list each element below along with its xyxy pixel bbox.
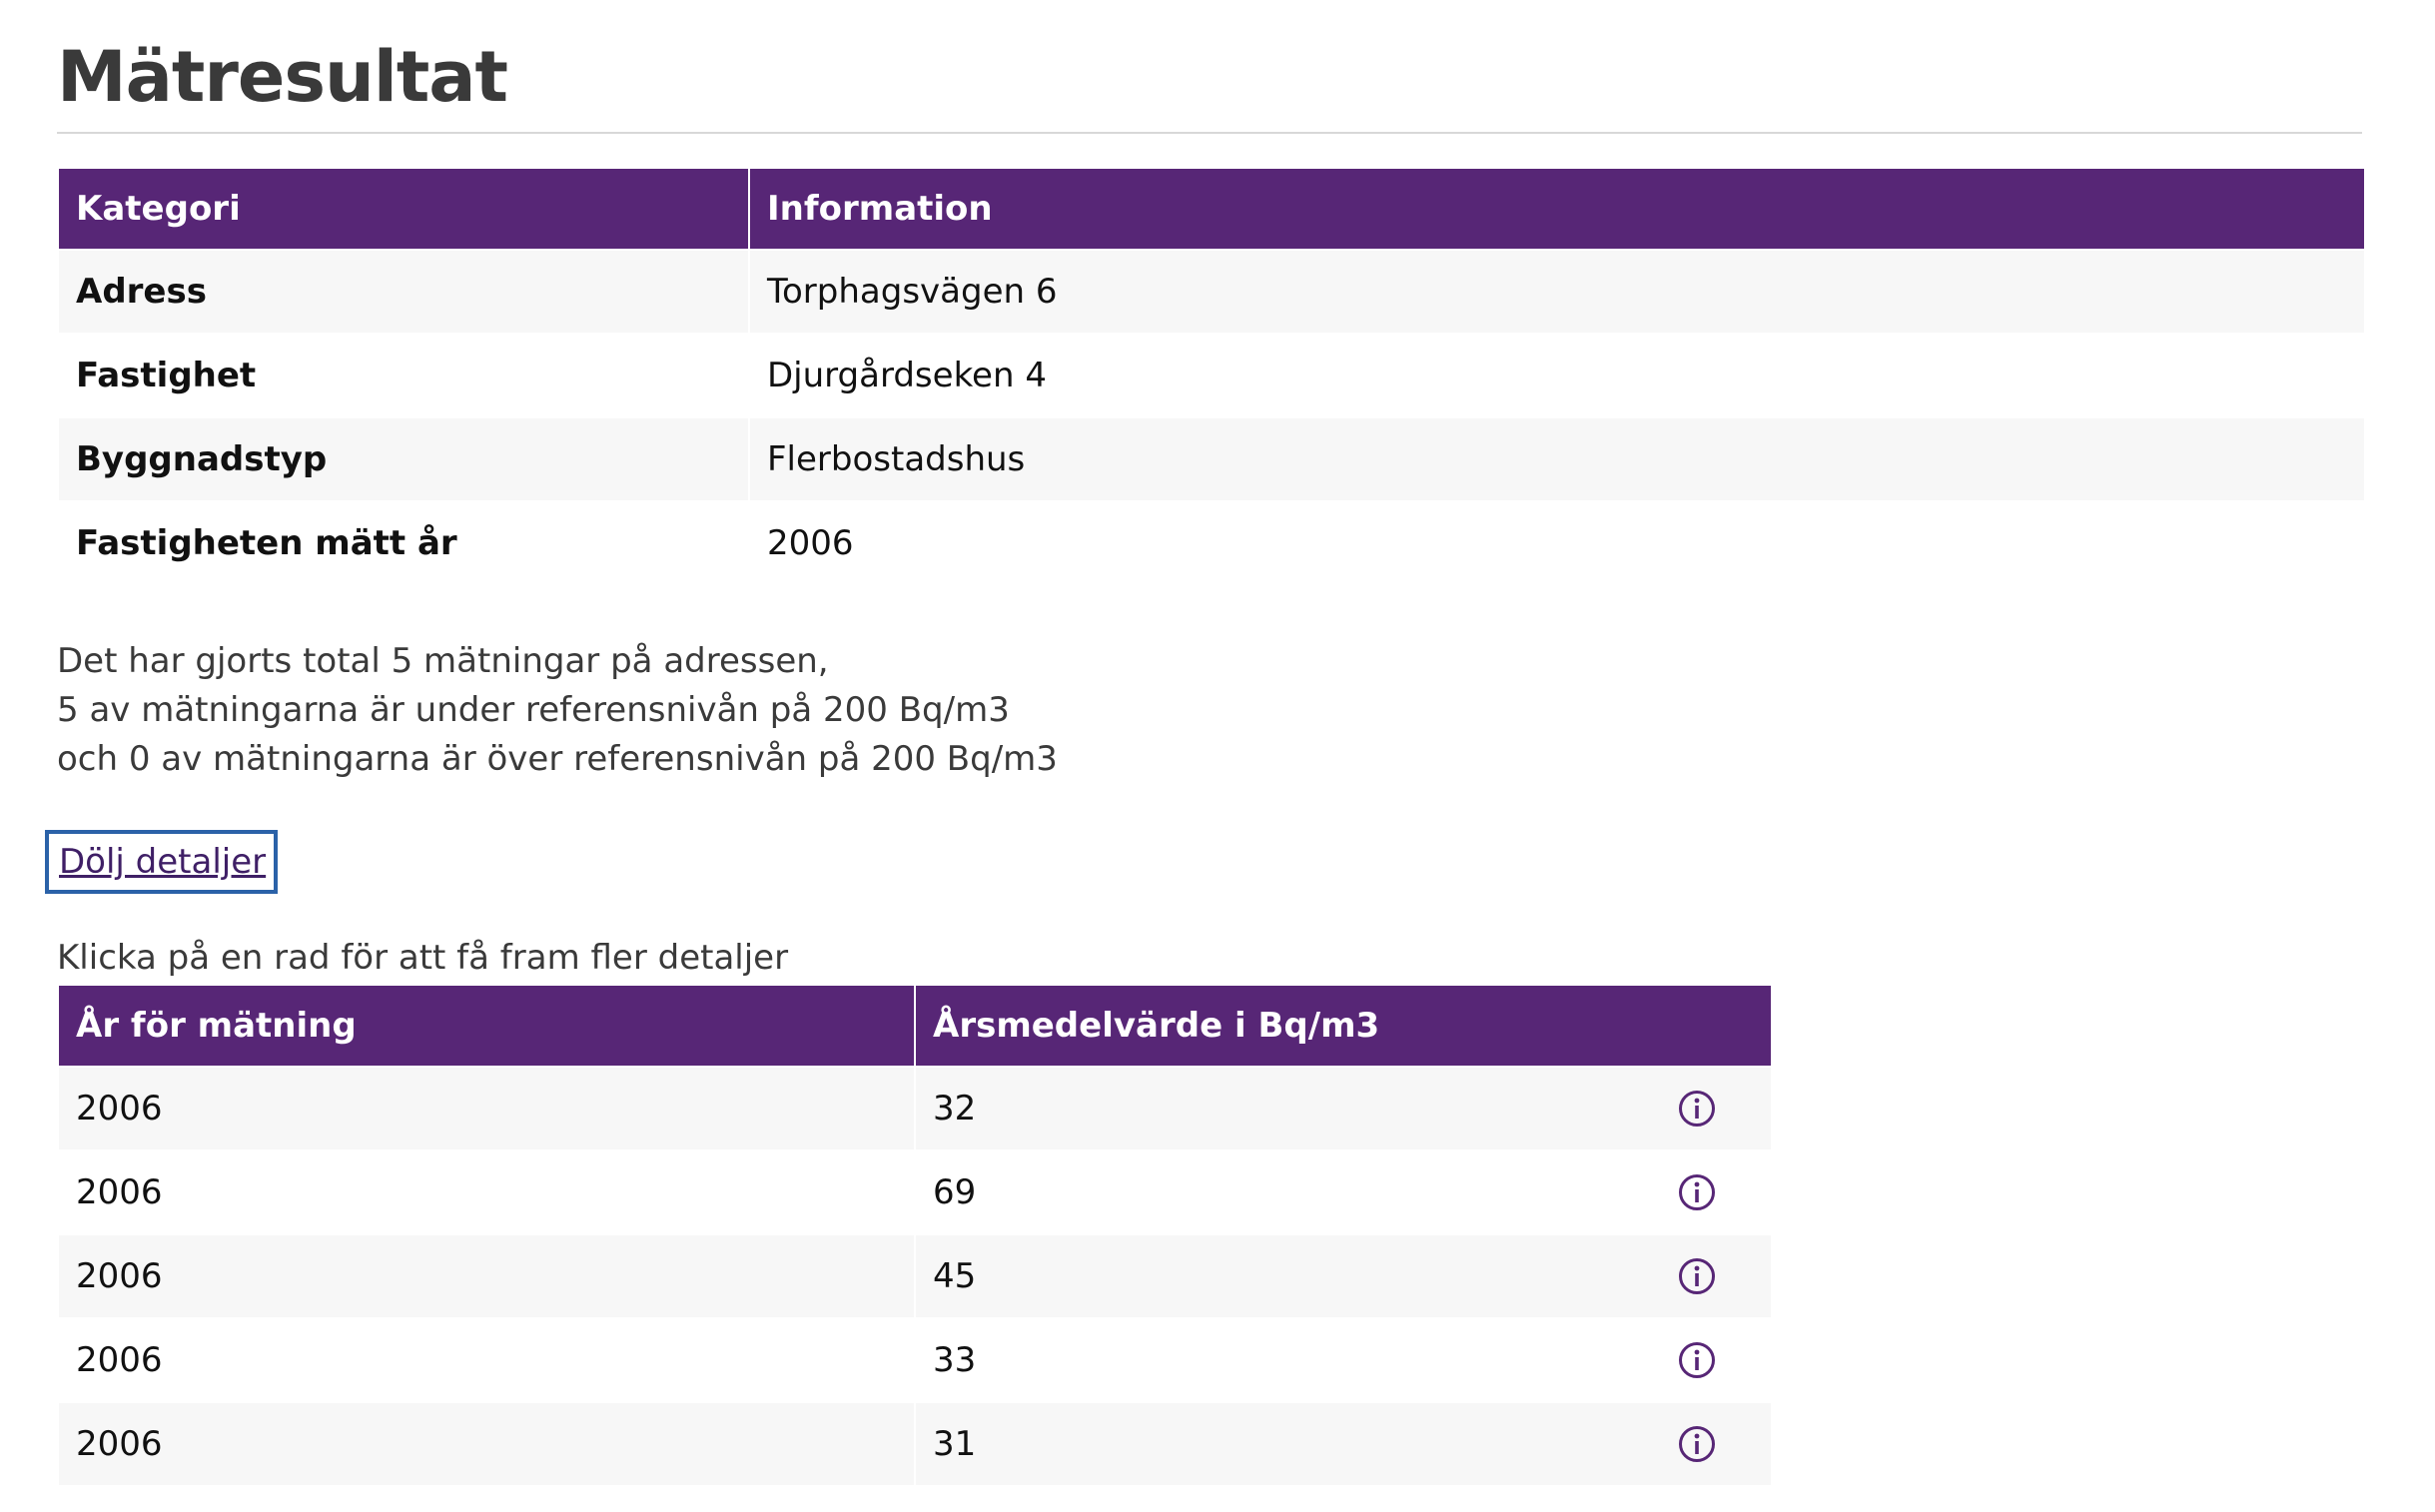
measurement-year: 2006 (59, 1235, 914, 1317)
measurement-row[interactable] (59, 1403, 1771, 1485)
info-row-matt-ar (59, 502, 2364, 584)
property-info-table (57, 167, 2366, 586)
summary-line-over: och 0 av mätningarna är över referensnivån på 200 Bq/m3 (57, 739, 1058, 779)
measurements-header-row (59, 986, 1771, 1066)
info-row-adress (59, 251, 2364, 333)
column-header-annual-mean: Årsmedelvärde i Bq/m3 (916, 986, 1771, 1066)
column-header-year: År för mätning (59, 986, 914, 1066)
measurement-summary (57, 637, 1058, 784)
measurement-value-cell (916, 1403, 1771, 1485)
measurement-value: 45 (933, 1256, 977, 1296)
info-circle-icon[interactable] (1678, 1257, 1716, 1295)
info-value: Djurgårdseken 4 (750, 335, 2364, 416)
column-header-information: Information (750, 169, 2364, 249)
measurement-value: 32 (933, 1089, 977, 1129)
page-title: Mätresultat (57, 36, 508, 118)
measurement-value: 33 (933, 1340, 977, 1380)
column-header-kategori: Kategori (59, 169, 748, 249)
info-circle-icon[interactable] (1678, 1173, 1716, 1211)
measurement-value-cell (916, 1068, 1771, 1149)
info-label: Byggnadstyp (59, 418, 748, 500)
measurement-year: 2006 (59, 1151, 914, 1233)
info-label: Fastighet (59, 335, 748, 416)
hide-details-link[interactable]: Dölj detaljer (45, 830, 278, 894)
measurement-value-cell (916, 1319, 1771, 1401)
measurement-row[interactable] (59, 1151, 1771, 1233)
info-circle-icon[interactable] (1678, 1341, 1716, 1379)
summary-line-total: Det har gjorts total 5 mätningar på adressen, (57, 641, 829, 681)
info-value: Torphagsvägen 6 (750, 251, 2364, 333)
info-label: Fastigheten mätt år (59, 502, 748, 584)
measurement-row[interactable] (59, 1319, 1771, 1401)
info-value: 2006 (750, 502, 2364, 584)
info-row-byggnadstyp (59, 418, 2364, 500)
info-circle-icon[interactable] (1678, 1090, 1716, 1128)
measurement-value: 69 (933, 1172, 977, 1212)
info-label: Adress (59, 251, 748, 333)
measurement-value-cell (916, 1151, 1771, 1233)
measurement-row[interactable] (59, 1068, 1771, 1149)
measurement-year: 2006 (59, 1403, 914, 1485)
summary-line-under: 5 av mätningarna är under referensnivån på 200 Bq/m3 (57, 690, 1010, 730)
measurement-year: 2006 (59, 1068, 914, 1149)
row-click-hint: Klicka på en rad för att få fram fler detaljer (57, 938, 789, 978)
measurement-row[interactable] (59, 1235, 1771, 1317)
title-divider (57, 132, 2362, 134)
measurement-value-cell (916, 1235, 1771, 1317)
info-value: Flerbostadshus (750, 418, 2364, 500)
info-circle-icon[interactable] (1678, 1425, 1716, 1463)
info-row-fastighet (59, 335, 2364, 416)
info-table-header-row (59, 169, 2364, 249)
measurements-table (57, 984, 1773, 1487)
measurement-value: 31 (933, 1424, 977, 1464)
measurement-year: 2006 (59, 1319, 914, 1401)
